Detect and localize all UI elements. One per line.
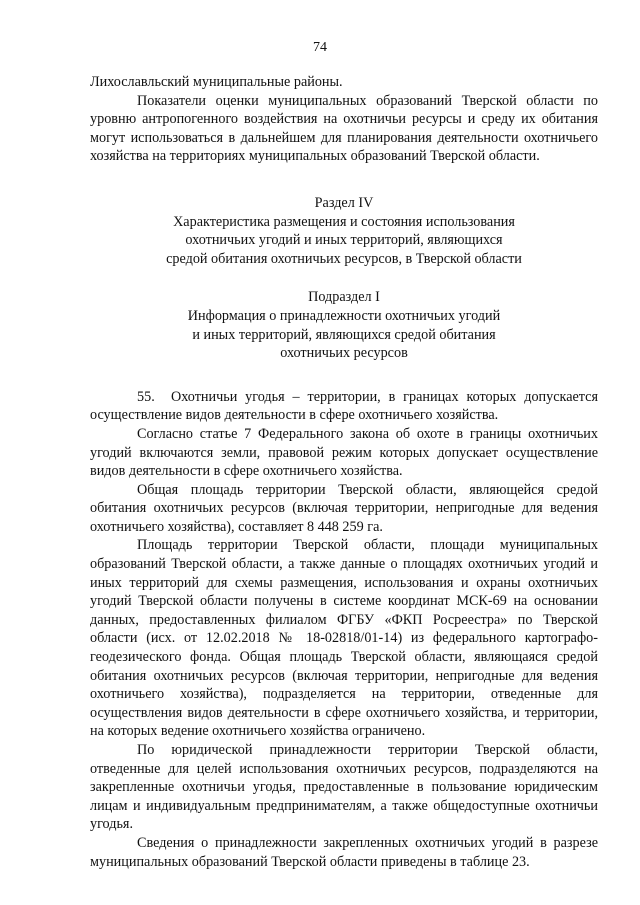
section-heading <box>90 194 598 268</box>
paragraph-assessment: Показатели оценки муниципальных образований Тверской области по уровню антропогенного воздействия на охотничьи ресурсы и среду их обитания могут использоваться в дальнейшем для планирования деятельности охотничьего хозяйства на территориях муниципальных образований Тверской области. <box>90 92 598 165</box>
subsection-title-line: охотничьих ресурсов <box>280 345 408 362</box>
document-body <box>90 73 598 871</box>
item-number: 55. <box>137 388 155 405</box>
subsection-title-line: Информация о принадлежности охотничьих угодий <box>187 307 501 324</box>
subsection-heading <box>90 288 598 362</box>
paragraph-federal-law: Согласно статье 7 Федерального закона об охоте в границы охотничьих угодий включаются земли, правовой режим которых допускает осуществление видов деятельности в сфере охотничьего хозяйства. <box>90 425 598 480</box>
subsection-title: Подраздел I <box>308 289 380 306</box>
paragraph-table-reference: Сведения о принадлежности закрепленных охотничьих угодий в разрезе муниципальных образований Тверской области приведены в таблице 23. <box>90 834 598 870</box>
subsection-title-line: и иных территорий, являющихся средой обитания <box>192 326 496 343</box>
section-title-line: Характеристика размещения и состояния использования <box>173 213 515 230</box>
item-text: Охотничьи угодья – территории, в границах которых допускается осуществление видов деятельности в сфере охотничьего хозяйства. <box>90 388 598 424</box>
section-title-line: средой обитания охотничьих ресурсов, в Тверской области <box>166 250 522 267</box>
paragraph-continuation: Лихославльский муниципальные районы. <box>90 74 343 90</box>
section-title-line: охотничьих угодий и иных территорий, являющихся <box>185 232 503 249</box>
numbered-item-55 <box>90 388 598 425</box>
paragraph-total-area: Общая площадь территории Тверской области, являющейся средой обитания охотничьих ресурсов (включая территории, непригодные для ведения охотничьего хозяйства), составляет 8 448 259 га. <box>90 481 598 535</box>
section-title: Раздел IV <box>314 194 374 211</box>
page-number: 74 <box>313 40 327 55</box>
paragraph-area-data: Площадь территории Тверской области, площади муниципальных образований Тверской области, а также данные о площадях охотничьих угодий и иных территорий для схемы размещения, использования и охраны охотничьих угодий Тверской области получены в системе координат МСК-69 на основании данных, предоставленных филиалом ФГБУ «ФКП Росреестра» по Тверской области (исх. от 12.02.2018 № 18-02818/01-14) из федерального картографо-геодезического фонда. Общая площадь Тверской области, являющаяся средой обитания охотничьих ресурсов (включая территории, непригодные для ведения охотничьего хозяйства), подразделяется на территории, отведенные для осуществления видов деятельности в сфере охотничьего хозяйства, и территории, на которых ведение охотничьего хозяйства ограничено. <box>90 537 598 740</box>
paragraph-legal-ownership: По юридической принадлежности территории Тверской области, отведенные для целей использования охотничьих ресурсов, подразделяются на закрепленные охотничьи угодья, предоставленные в пользование юридическим лицам и индивидуальным предпринимателям, а также общедоступные охотничьи угодья. <box>90 742 598 833</box>
